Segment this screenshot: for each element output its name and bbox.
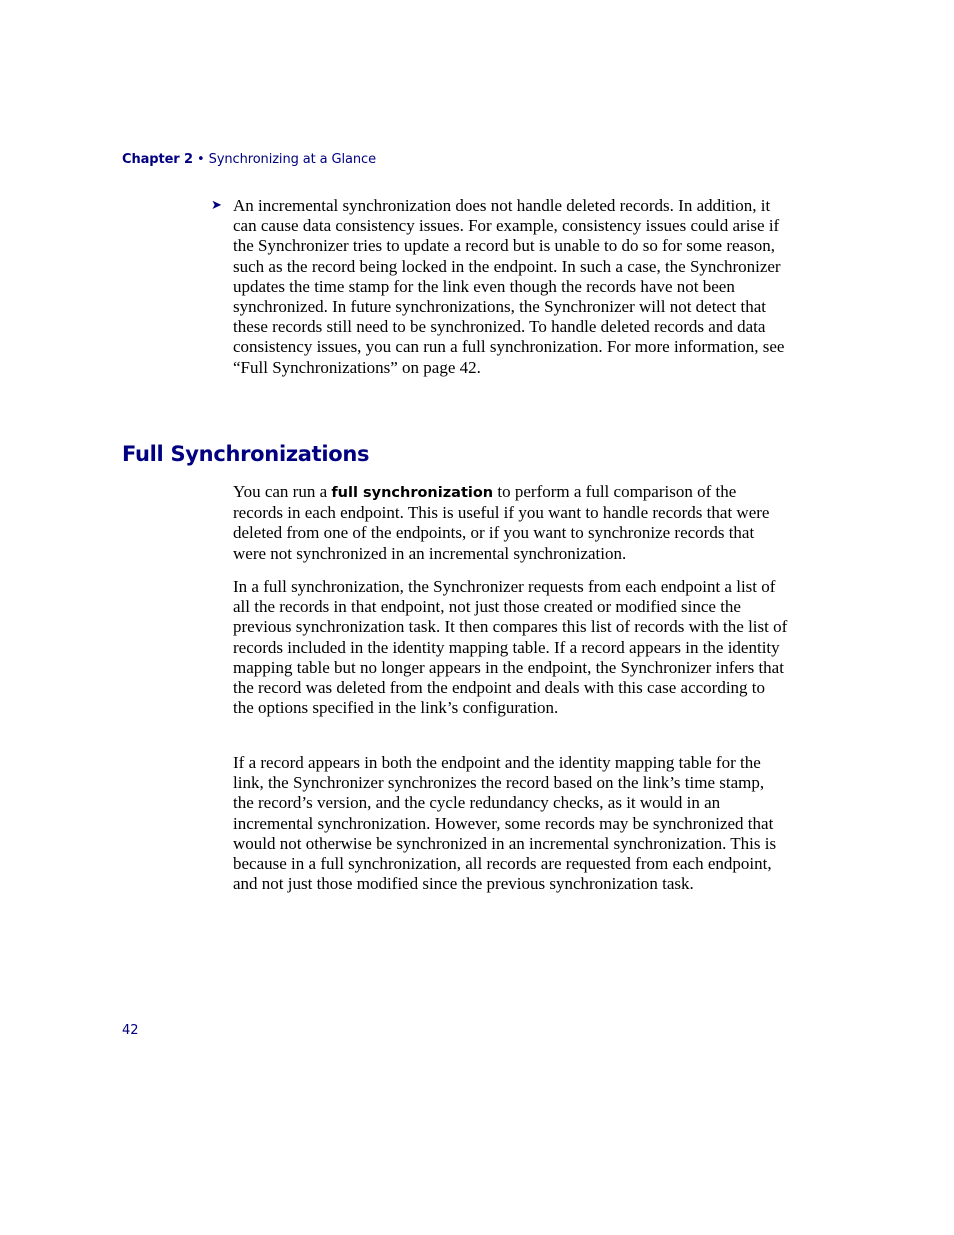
page-number: 42 — [122, 1023, 139, 1038]
chapter-title: Synchronizing at a Glance — [208, 152, 376, 167]
bullet-item — [211, 196, 789, 378]
header-separator: • — [197, 152, 205, 167]
paragraph-2: In a full synchronization, the Synchronizer requests from each endpoint a list of all the records in that endpoint, not just those created or modified since the previous synchronization task. It then compares this list of records with the list of records included in the identity mapping table. If a record appears in the identity mapping table but no longer appears in the endpoint, the Synchronizer infers that the record was deleted from the endpoint and deals with this case according to the options specified in the link’s configuration. — [233, 577, 788, 718]
paragraph-3: If a record appears in both the endpoint and the identity mapping table for the link, the Synchronizer synchronizes the record based on the link’s time stamp, the record’s version, and the cycle redundancy checks, as it would in an incremental synchronization. However, some records may be synchronized that would not otherwise be synchronized in an incremental synchronization. This is because in a full synchronization, all records are requested from each endpoint, and not just those modified since the previous synchronization task. — [233, 753, 777, 894]
chapter-label: Chapter 2 — [122, 152, 193, 167]
bullet-text: An incremental synchronization does not handle deleted records. In addition, it can cause data consistency issues. For example, consistency issues could arise if the Synchronizer tries to update a record but is unable to do so for some reason, such as the record being locked in the endpoint. In such a case, the Synchronizer updates the time stamp for the link even though the records have not been synchronized. In future synchronizations, the Synchronizer will not detect that these records still need to be synchronized. To handle deleted records and data consistency issues, you can run a full synchronization. For more information, see “Full Synchronizations” on page 42. — [233, 196, 785, 377]
running-header — [122, 152, 376, 167]
paragraph-1-lead: You can run a — [233, 482, 332, 501]
arrow-bullet-icon: ➤ — [211, 198, 222, 213]
section-heading: Full Synchronizations — [122, 442, 370, 466]
term-full-synchronization: full synchronization — [331, 485, 494, 501]
paragraph-1 — [233, 482, 789, 564]
paragraph-1-rest: to perform a full comparison of the records in each endpoint. This is useful if you want to handle records that were deleted from one of the endpoints, or if you want to synchronize records that were not synchronized in an incremental synchronization. — [233, 482, 770, 563]
